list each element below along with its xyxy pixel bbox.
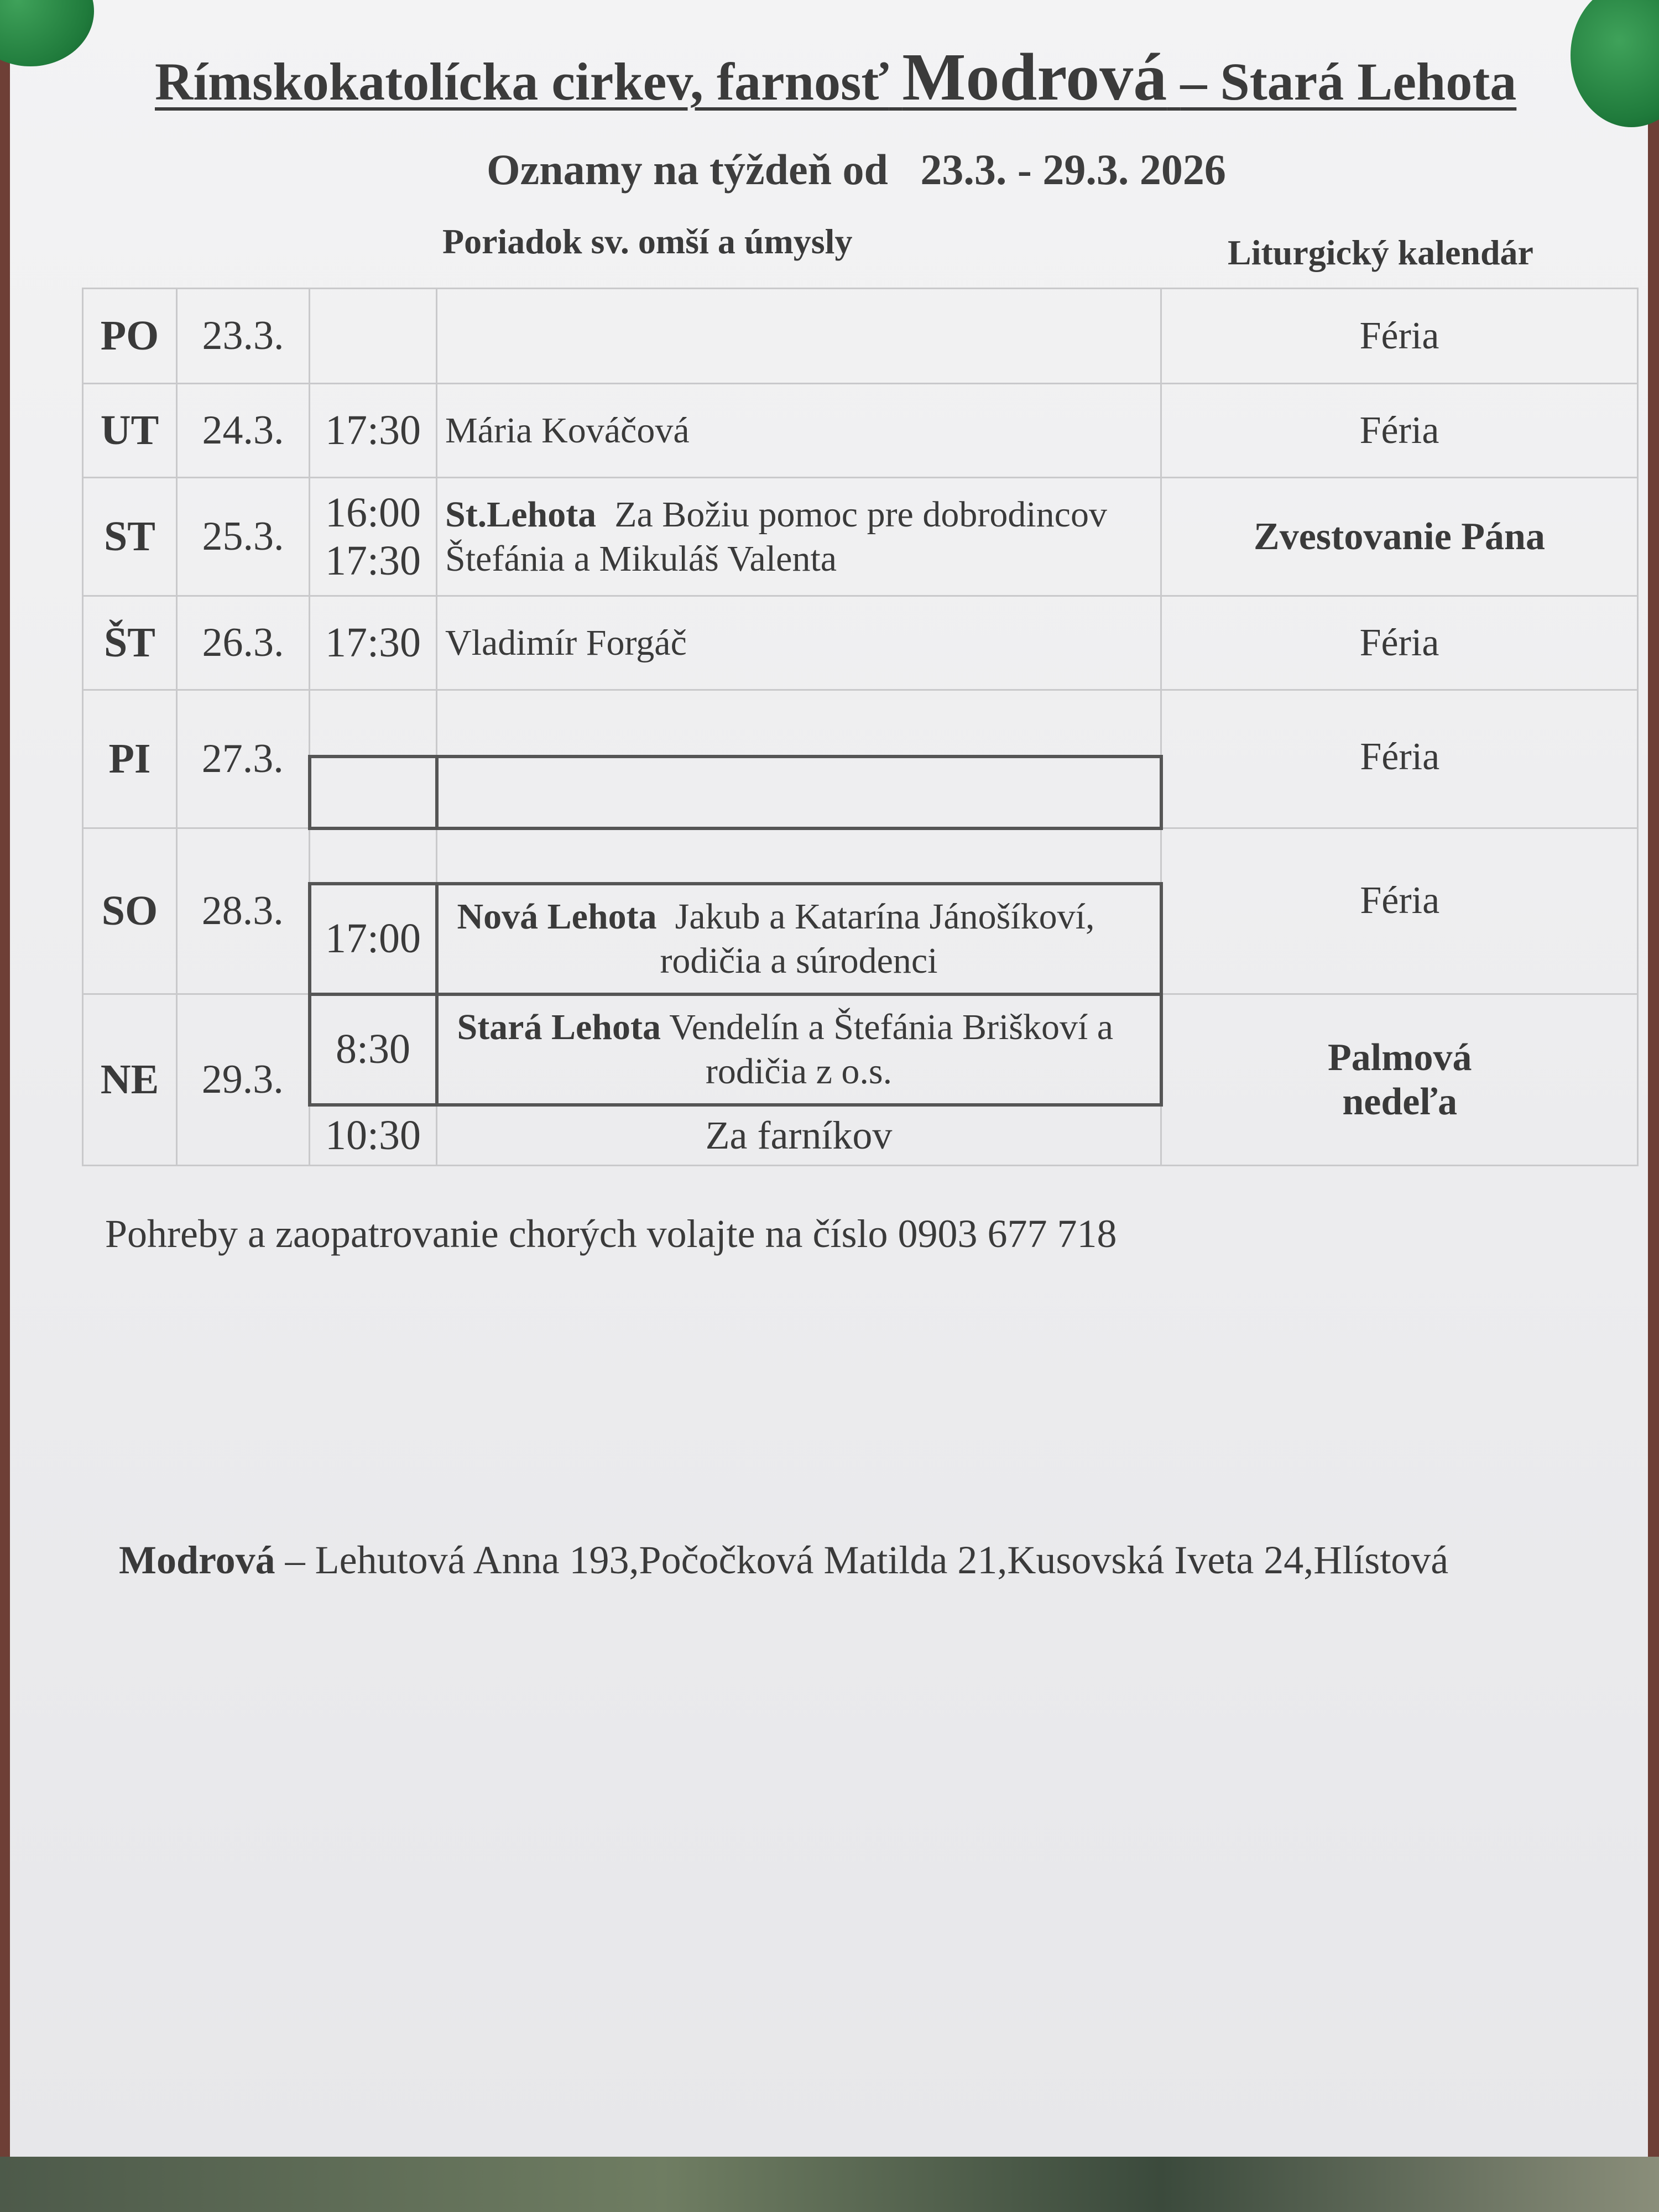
liturgy-text: nedeľa	[1342, 1080, 1458, 1123]
date-cell: 28.3.	[177, 828, 310, 994]
time-cell: 17:00	[310, 884, 437, 994]
intention-text: rodičia a súrodenci	[660, 940, 938, 981]
liturgy-cell: Féria	[1161, 289, 1638, 384]
liturgy-cell: Féria	[1161, 384, 1638, 478]
day-cell: ST	[83, 478, 177, 596]
intention-cell	[437, 289, 1161, 384]
time-value: 17:30	[325, 537, 421, 584]
date-cell: 23.3.	[177, 289, 310, 384]
time-value: 16:00	[325, 489, 421, 536]
time-cell	[310, 478, 437, 596]
page-title	[155, 39, 1559, 116]
intention-text: rodičia z o.s.	[705, 1051, 893, 1092]
liturgy-cell: Zvestovanie Pána	[1161, 478, 1638, 596]
day-cell: PO	[83, 289, 177, 384]
time-cell: 17:30	[310, 596, 437, 690]
intention-text: Vendelín a Štefánia Briškoví a	[669, 1007, 1114, 1048]
day-cell: SO	[83, 828, 177, 994]
table-row	[83, 828, 1638, 884]
table-row	[83, 384, 1638, 478]
schedule-table	[82, 288, 1639, 1166]
title-suffix: – Stará Lehota	[1180, 52, 1517, 111]
liturgy-cell: Féria	[1161, 596, 1638, 690]
background-strip	[0, 2157, 1659, 2212]
date-cell: 26.3.	[177, 596, 310, 690]
date-cell: 24.3.	[177, 384, 310, 478]
intention-cell: Mária Kováčová	[437, 384, 1161, 478]
place-label: Nová Lehota	[457, 896, 657, 937]
column-header-masses: Poriadok sv. omší a úmysly	[442, 222, 853, 261]
intention-cell	[437, 884, 1161, 994]
intention-text: Štefánia a Mikuláš Valenta	[445, 538, 837, 579]
intention-cell: Za farníkov	[437, 1105, 1161, 1166]
deceased-list	[119, 1537, 1448, 1583]
date-cell: 25.3.	[177, 478, 310, 596]
table-row	[83, 596, 1638, 690]
table-row	[83, 690, 1638, 757]
time-cell: 8:30	[310, 994, 437, 1105]
list-text: – Lehutová Anna 193,Počočková Matilda 21,Kusovská Iveta 24,Hlístová	[285, 1538, 1449, 1582]
title-main: Modrová	[902, 40, 1167, 114]
time-cell: 17:30	[310, 384, 437, 478]
intention-cell: Vladimír Forgáč	[437, 596, 1161, 690]
date-cell: 27.3.	[177, 690, 310, 828]
column-header-calendar: Liturgický kalendár	[1228, 233, 1533, 272]
liturgy-text: Palmová	[1327, 1036, 1472, 1079]
intention-cell	[437, 994, 1161, 1105]
time-cell	[310, 289, 437, 384]
day-cell: NE	[83, 994, 177, 1166]
phone-notice: Pohreby a zaopatrovanie chorých volajte na číslo 0903 677 718	[105, 1212, 1117, 1256]
list-place: Modrová	[119, 1538, 275, 1582]
liturgy-cell	[1161, 994, 1638, 1166]
page-subtitle: Oznamy na týždeň od 23.3. - 29.3. 2026	[487, 145, 1226, 194]
title-prefix: Rímskokatolícka cirkev, farnosť	[155, 52, 889, 111]
table-row	[83, 289, 1638, 384]
day-cell: PI	[83, 690, 177, 828]
day-cell: UT	[83, 384, 177, 478]
date-cell: 29.3.	[177, 994, 310, 1166]
table-row	[83, 478, 1638, 596]
time-cell	[310, 757, 437, 828]
place-label: Stará Lehota	[457, 1007, 661, 1048]
time-cell: 10:30	[310, 1105, 437, 1166]
day-cell: ŠT	[83, 596, 177, 690]
liturgy-cell: Féria	[1161, 690, 1638, 828]
time-cell	[310, 690, 437, 757]
intention-cell	[437, 828, 1161, 884]
intention-cell	[437, 690, 1161, 757]
intention-cell	[437, 757, 1161, 828]
table-row	[83, 994, 1638, 1105]
intention-text: Za Božiu pomoc pre dobrodincov	[614, 494, 1107, 535]
time-cell	[310, 828, 437, 884]
intention-cell	[437, 478, 1161, 596]
intention-text: Jakub a Katarína Jánošíkoví,	[675, 896, 1095, 937]
place-label: St.Lehota	[445, 494, 597, 535]
liturgy-cell: Féria	[1161, 828, 1638, 994]
